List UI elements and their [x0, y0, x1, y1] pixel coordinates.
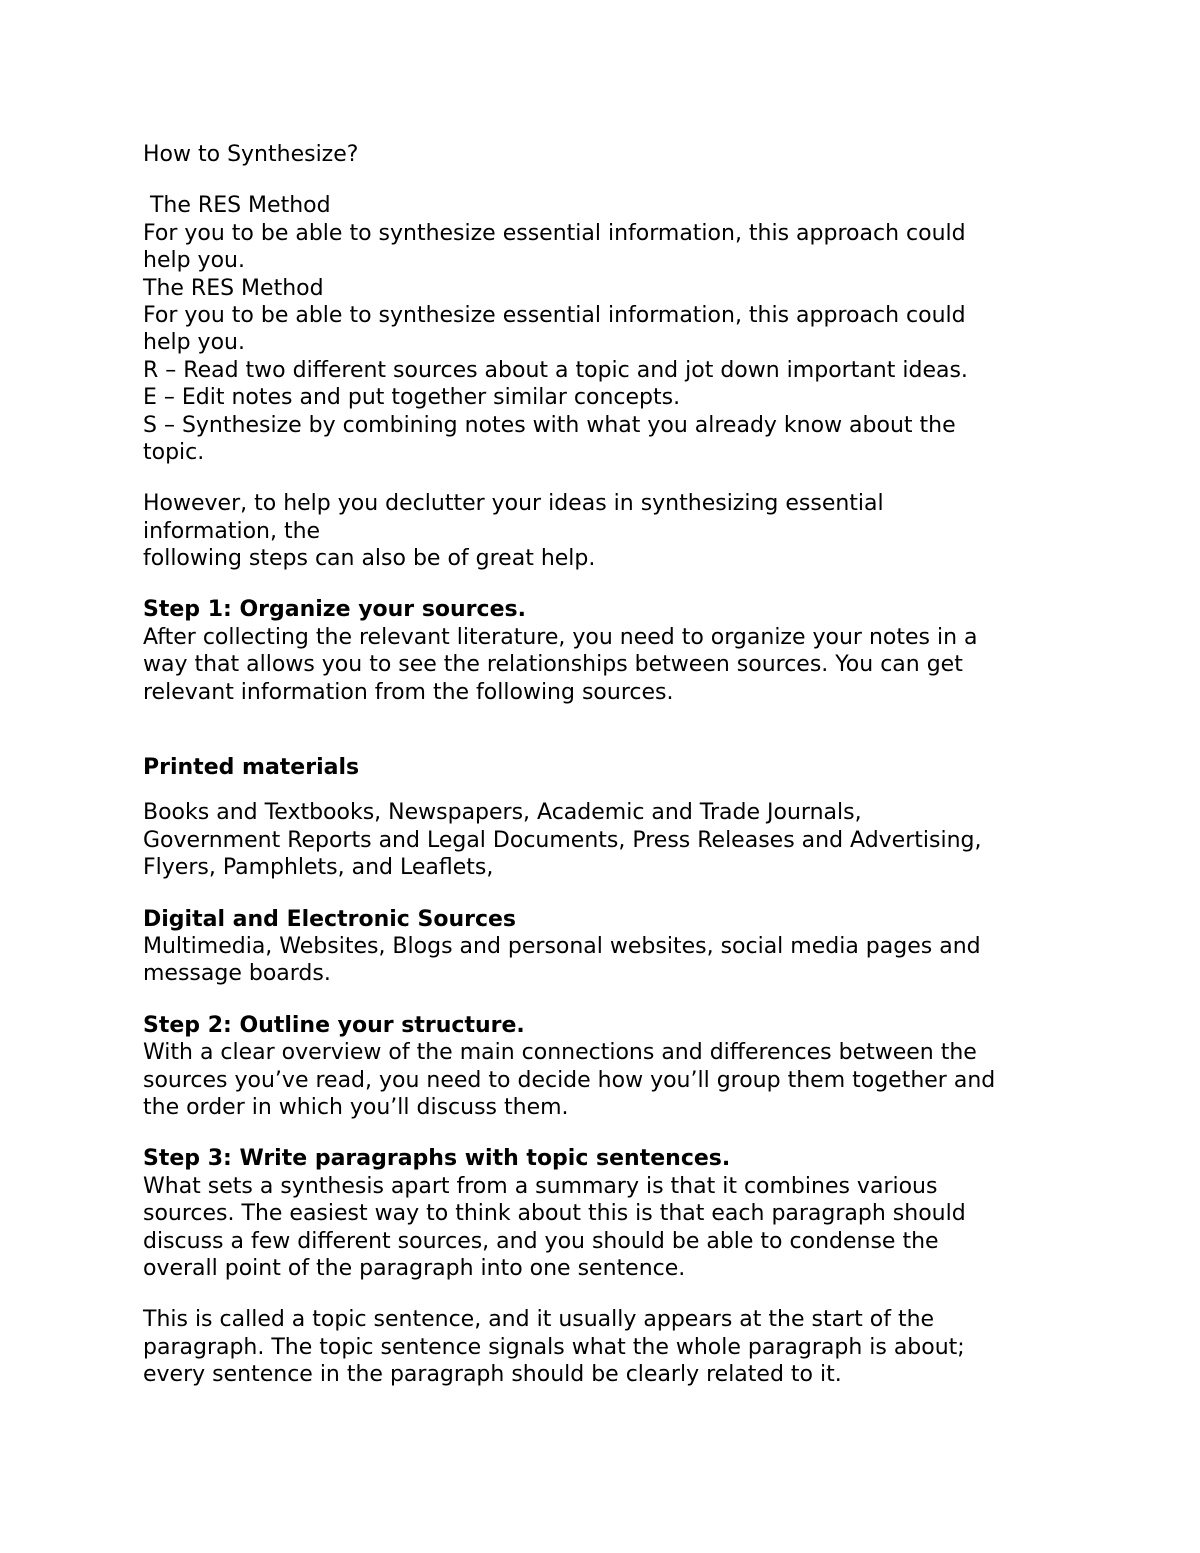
- printed-materials-line: Books and Textbooks, Newspapers, Academic and Trade Journals,: [143, 800, 862, 826]
- spacer: [143, 988, 1073, 1012]
- spacer: [143, 168, 1073, 192]
- topic-sentence-line: every sentence in the paragraph should be clearly related to it.: [143, 1362, 842, 1388]
- however-paragraph-line: information, the: [143, 518, 321, 544]
- spacer: [143, 882, 1073, 906]
- digital-sources-line: message boards.: [143, 961, 331, 987]
- printed-materials-line: Government Reports and Legal Documents, Press Releases and Advertising,: [143, 827, 982, 853]
- res-intro-line: help you.: [143, 248, 245, 274]
- res-intro-line: For you to be able to synthesize essential information, this approach could: [143, 220, 966, 246]
- res-item-r: R – Read two different sources about a topic and jot down important ideas.: [143, 357, 968, 383]
- res-method-heading-repeat: The RES Method: [143, 275, 324, 301]
- step1-heading: Step 1: Organize your sources.: [143, 597, 526, 623]
- printed-materials-heading: Printed materials: [143, 755, 360, 781]
- res-intro-line: help you.: [143, 330, 245, 356]
- however-paragraph-line: following steps can also be of great help.: [143, 546, 596, 572]
- spacer: [143, 706, 1073, 754]
- digital-sources-line: Multimedia, Websites, Blogs and personal websites, social media pages and: [143, 933, 981, 959]
- step3-body-line: What sets a synthesis apart from a summary is that it combines various: [143, 1173, 938, 1199]
- spacer: [143, 1282, 1073, 1306]
- step1-body-line: relevant information from the following sources.: [143, 679, 674, 705]
- res-method-heading: The RES Method: [143, 193, 331, 219]
- step1-body-line: way that allows you to see the relationships between sources. You can get: [143, 652, 963, 678]
- step3-body-line: discuss a few different sources, and you should be able to condense the: [143, 1228, 939, 1254]
- res-item-e: E – Edit notes and put together similar concepts.: [143, 385, 681, 411]
- document-page: [143, 141, 1073, 1388]
- document-title: How to Synthesize?: [143, 142, 359, 167]
- topic-sentence-line: paragraph. The topic sentence signals what the whole paragraph is about;: [143, 1334, 965, 1360]
- res-intro-line: For you to be able to synthesize essential information, this approach could: [143, 302, 966, 328]
- spacer: [143, 781, 1073, 799]
- step1-body-line: After collecting the relevant literature, you need to organize your notes in a: [143, 624, 978, 650]
- step2-heading: Step 2: Outline your structure.: [143, 1012, 525, 1038]
- however-paragraph-line: However, to help you declutter your ideas in synthesizing essential: [143, 491, 884, 517]
- step3-heading: Step 3: Write paragraphs with topic sentences.: [143, 1146, 731, 1172]
- step3-body-line: overall point of the paragraph into one sentence.: [143, 1255, 686, 1281]
- step2-body-line: With a clear overview of the main connections and differences between the: [143, 1040, 977, 1066]
- step2-body-line: sources you’ve read, you need to decide how you’ll group them together and: [143, 1067, 996, 1093]
- spacer: [143, 1121, 1073, 1145]
- printed-materials-line: Flyers, Pamphlets, and Leaflets,: [143, 855, 494, 881]
- spacer: [143, 572, 1073, 596]
- topic-sentence-line: This is called a topic sentence, and it usually appears at the start of the: [143, 1307, 935, 1333]
- step2-body-line: the order in which you’ll discuss them.: [143, 1094, 569, 1120]
- res-item-s: S – Synthesize by combining notes with what you already know about the: [143, 412, 956, 438]
- spacer: [143, 466, 1073, 490]
- res-item-s-cont: topic.: [143, 439, 205, 465]
- step3-body-line: sources. The easiest way to think about this is that each paragraph should: [143, 1201, 966, 1227]
- digital-sources-heading: Digital and Electronic Sources: [143, 906, 517, 932]
